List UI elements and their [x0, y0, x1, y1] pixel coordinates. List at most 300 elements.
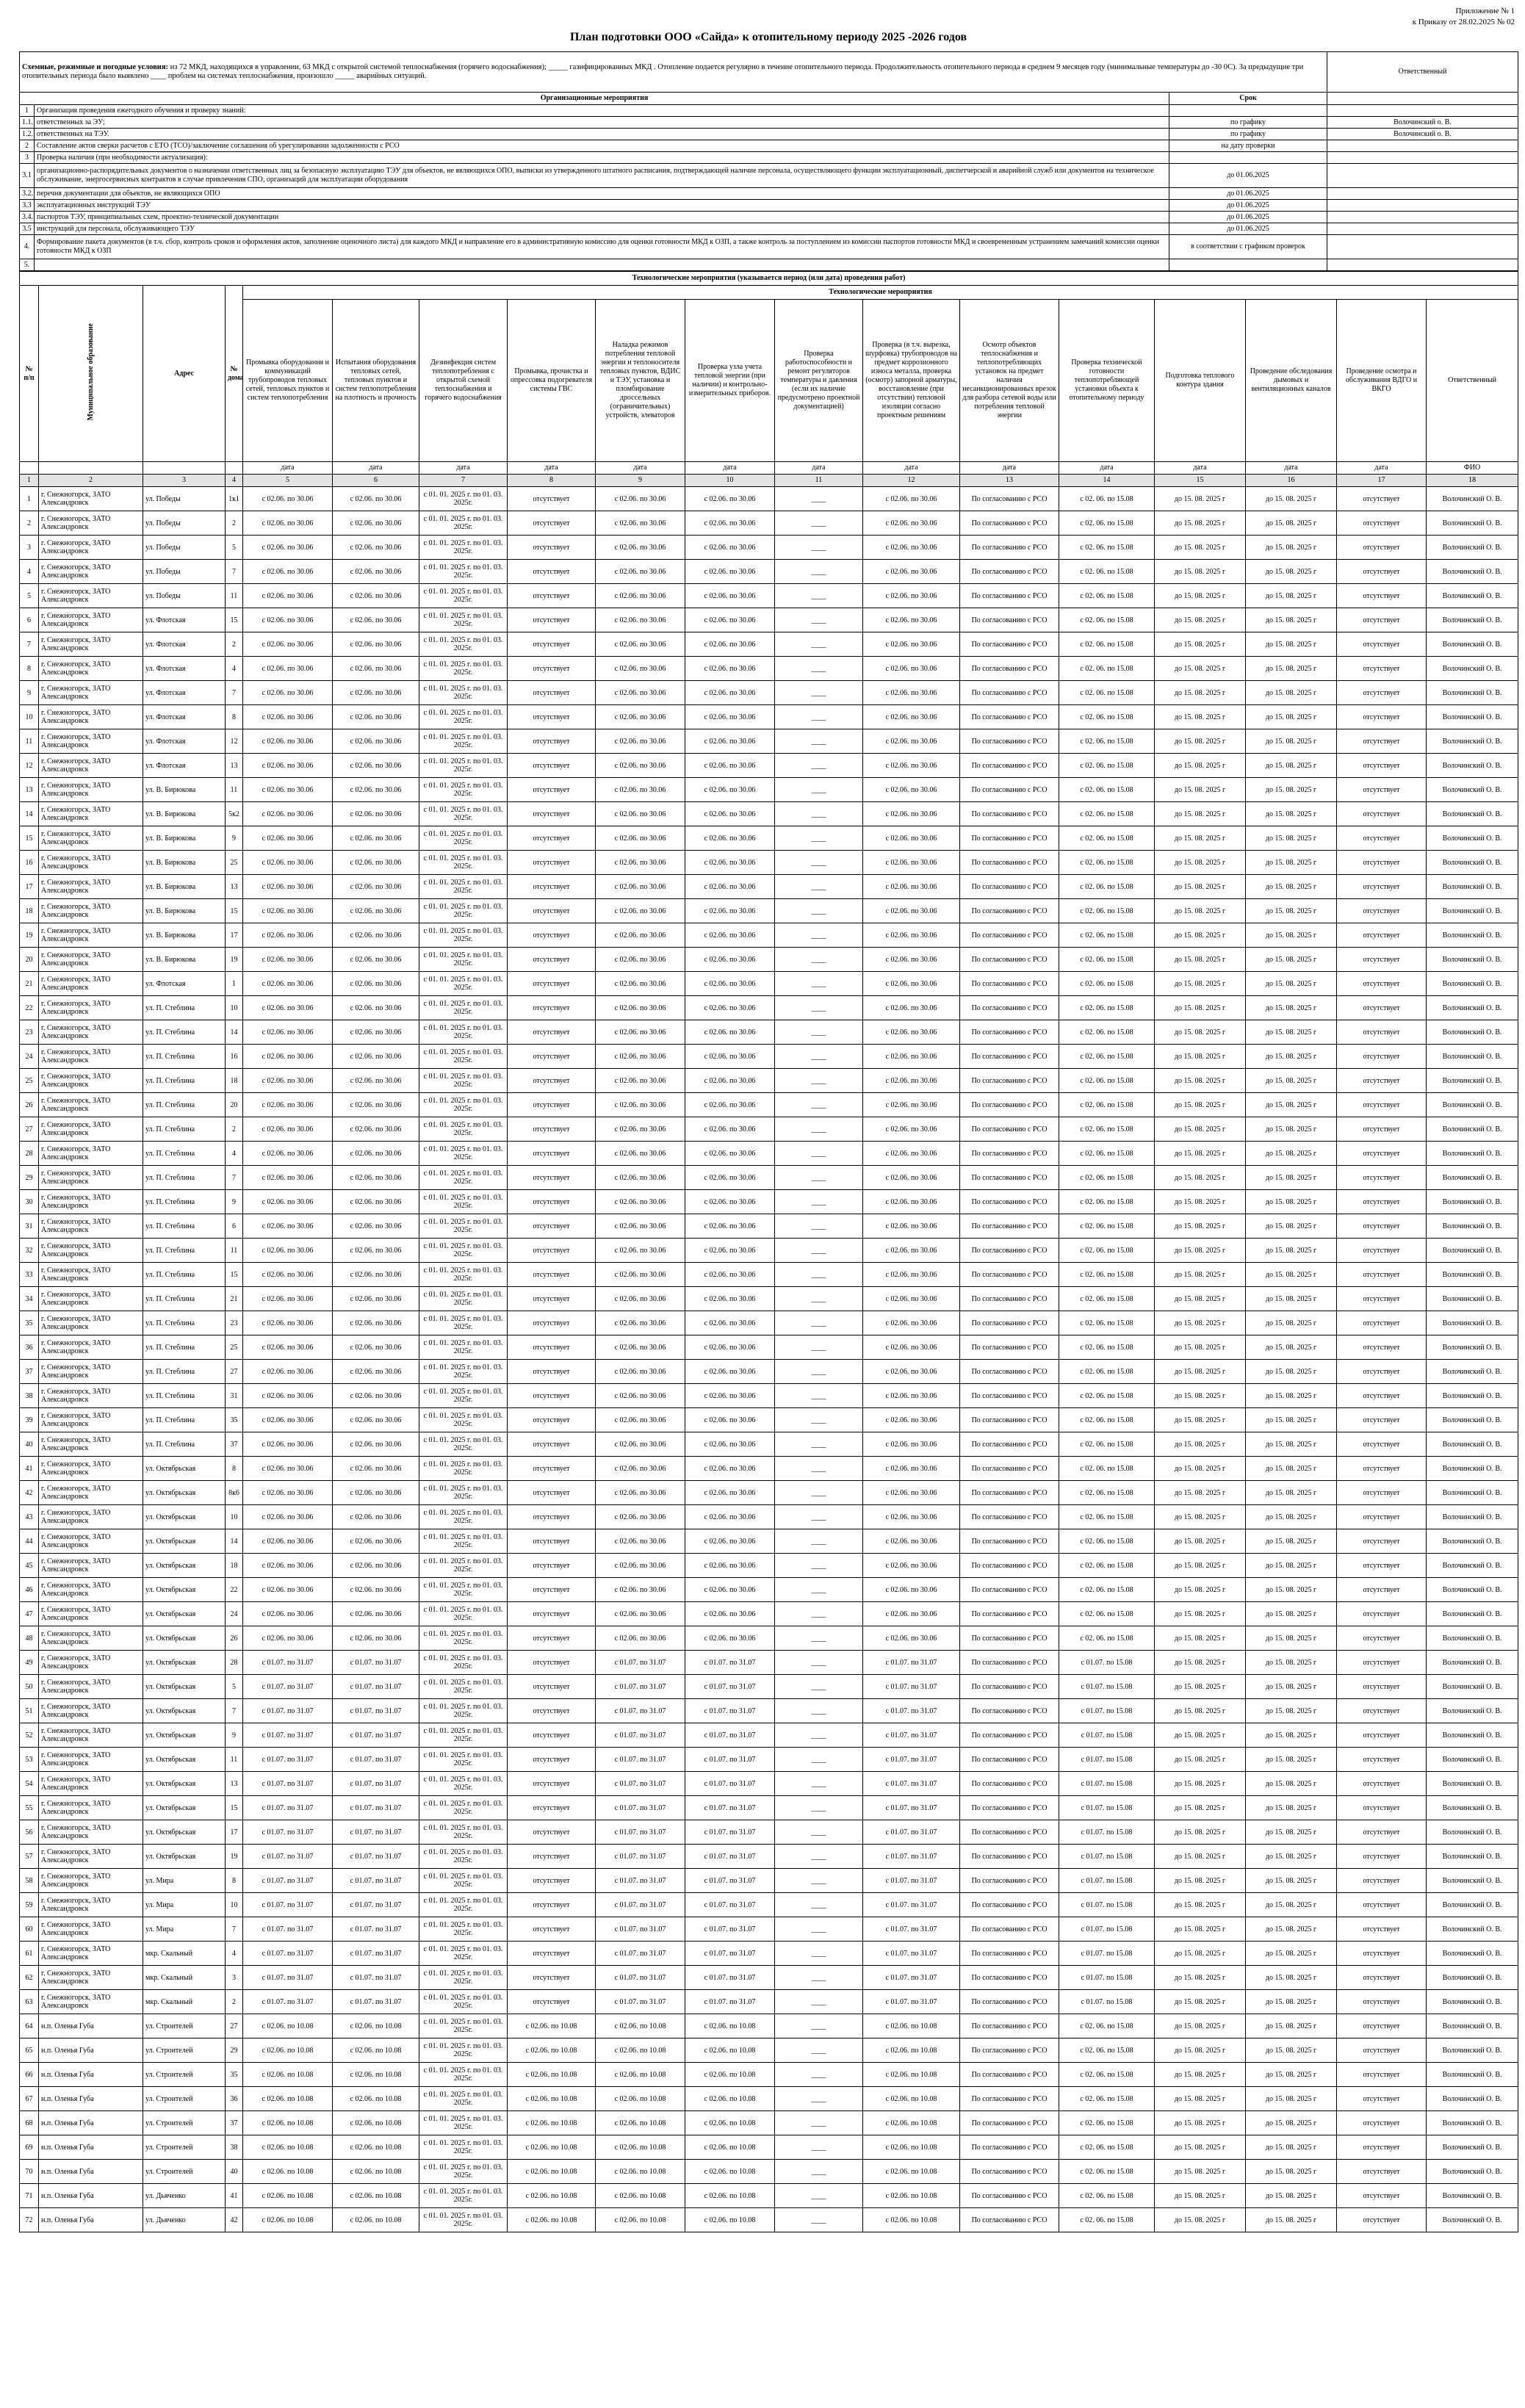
row-number: 14	[20, 802, 39, 826]
row-address: ул. Победы	[143, 511, 226, 536]
row-cell-12: с 01.07. по 31.07	[863, 1845, 960, 1869]
row-cell-13: По согласованию с РСО	[960, 2184, 1059, 2208]
row-house: 17	[226, 923, 243, 948]
row-cell-15: до 15. 08. 2025 г	[1155, 2160, 1246, 2184]
row-cell-13: По согласованию с РСО	[960, 511, 1059, 536]
row-cell-7: с 01. 01. 2025 г. по 01. 03. 2025г.	[419, 1360, 508, 1384]
row-cell-7: с 01. 01. 2025 г. по 01. 03. 2025г.	[419, 1117, 508, 1142]
table-row	[20, 1263, 1518, 1287]
org-row	[20, 164, 1518, 188]
table-row	[20, 536, 1518, 560]
col-header-11: Проверка (в т.ч. вырезка, шурфовка) трубопроводов на предмет коррозионного износа металла, проверка (осмотр) запорной арматуры, восстановление (при отсутствии) тепловой изоляции согласно проектным решениям	[863, 300, 960, 462]
row-cell-11: ____	[775, 1408, 863, 1432]
row-cell-11: ____	[775, 1796, 863, 1820]
row-cell-17: отсутствует	[1337, 1457, 1427, 1481]
row-cell-5: с 01.07. по 31.07	[243, 1942, 333, 1966]
row-number: 35	[20, 1311, 39, 1335]
row-cell-6: с 01.07. по 31.07	[333, 1651, 419, 1675]
row-cell-8: отсутствует	[508, 1675, 596, 1699]
row-cell-7: с 01. 01. 2025 г. по 01. 03. 2025г.	[419, 1408, 508, 1432]
row-cell-13: По согласованию с РСО	[960, 1917, 1059, 1942]
row-address: ул. Дьяченко	[143, 2184, 226, 2208]
row-cell-18: Волочинский О. В.	[1427, 2063, 1518, 2087]
row-municipality: г. Снежногорск, ЗАТО Александровск	[39, 972, 143, 996]
row-cell-9: с 02.06. по 30.06	[596, 1045, 685, 1069]
row-cell-7: с 01. 01. 2025 г. по 01. 03. 2025г.	[419, 1311, 508, 1335]
row-cell-10: с 02.06. по 30.06	[685, 1093, 775, 1117]
row-cell-9: с 02.06. по 30.06	[596, 754, 685, 778]
row-cell-16: до 15. 08. 2025 г	[1246, 705, 1337, 729]
row-cell-8: отсутствует	[508, 1287, 596, 1311]
row-number: 66	[20, 2063, 39, 2087]
row-cell-12: с 02.06. по 10.08	[863, 2208, 960, 2232]
row-cell-11: ____	[775, 1966, 863, 1990]
row-cell-18: Волочинский О. В.	[1427, 826, 1518, 851]
row-cell-12: с 02.06. по 30.06	[863, 996, 960, 1020]
row-address: ул. Октябрьская	[143, 1772, 226, 1796]
row-cell-6: с 01.07. по 31.07	[333, 1893, 419, 1917]
row-cell-15: до 15. 08. 2025 г	[1155, 1990, 1246, 2014]
table-row	[20, 1384, 1518, 1408]
row-house: 15	[226, 899, 243, 923]
row-cell-15: до 15. 08. 2025 г	[1155, 1311, 1246, 1335]
row-cell-10: с 02.06. по 30.06	[685, 1505, 775, 1529]
row-cell-7: с 01. 01. 2025 г. по 01. 03. 2025г.	[419, 1869, 508, 1893]
row-number: 72	[20, 2208, 39, 2232]
table-row	[20, 729, 1518, 754]
row-cell-18: Волочинский О. В.	[1427, 1942, 1518, 1966]
row-house: 11	[226, 1748, 243, 1772]
row-cell-5: с 02.06. по 30.06	[243, 923, 333, 948]
row-cell-9: с 02.06. по 10.08	[596, 2014, 685, 2038]
table-row	[20, 1796, 1518, 1820]
table-row	[20, 2087, 1518, 2111]
row-cell-10: с 02.06. по 30.06	[685, 560, 775, 584]
organizational-table	[19, 51, 1518, 271]
row-address: ул. Октябрьская	[143, 1481, 226, 1505]
row-cell-9: с 02.06. по 30.06	[596, 1311, 685, 1335]
row-cell-5: с 02.06. по 30.06	[243, 511, 333, 536]
row-cell-12: с 02.06. по 30.06	[863, 802, 960, 826]
row-address: ул. П. Стеблина	[143, 1214, 226, 1239]
table-row	[20, 1772, 1518, 1796]
row-cell-12: с 02.06. по 10.08	[863, 2160, 960, 2184]
row-cell-14: с 01.07. по 15.08	[1059, 1675, 1155, 1699]
row-cell-14: с 01.07. по 15.08	[1059, 1820, 1155, 1845]
row-cell-18: Волочинский О. В.	[1427, 1214, 1518, 1239]
row-cell-16: до 15. 08. 2025 г	[1246, 948, 1337, 972]
org-row	[20, 117, 1518, 129]
row-address: ул. Октябрьская	[143, 1505, 226, 1529]
row-cell-13: По согласованию с РСО	[960, 1748, 1059, 1772]
row-cell-13: По согласованию с РСО	[960, 2063, 1059, 2087]
row-cell-8: отсутствует	[508, 1893, 596, 1917]
row-municipality: г. Снежногорск, ЗАТО Александровск	[39, 536, 143, 560]
row-cell-16: до 15. 08. 2025 г	[1246, 826, 1337, 851]
row-cell-16: до 15. 08. 2025 г	[1246, 972, 1337, 996]
row-cell-11: ____	[775, 1117, 863, 1142]
col-header-14: Подготовка теплового контура здания	[1155, 300, 1246, 462]
row-house: 11	[226, 584, 243, 608]
row-cell-9: с 02.06. по 30.06	[596, 1384, 685, 1408]
row-cell-8: с 02.06. по 10.08	[508, 2160, 596, 2184]
row-cell-11: ____	[775, 705, 863, 729]
row-cell-14: с 02. 06. по 15.08	[1059, 1311, 1155, 1335]
col-unit: дата	[1246, 462, 1337, 475]
row-cell-16: до 15. 08. 2025 г	[1246, 1626, 1337, 1651]
row-cell-8: отсутствует	[508, 1360, 596, 1384]
row-cell-8: отсутствует	[508, 1845, 596, 1869]
row-address: ул. Октябрьская	[143, 1820, 226, 1845]
row-cell-15: до 15. 08. 2025 г	[1155, 1869, 1246, 1893]
row-cell-13: По согласованию с РСО	[960, 1990, 1059, 2014]
org-row	[20, 129, 1518, 140]
row-cell-13: По согласованию с РСО	[960, 608, 1059, 632]
approval-line-2: к Приказу от 28.02.2025 № 02	[1412, 18, 1515, 26]
row-cell-5: с 01.07. по 31.07	[243, 1990, 333, 2014]
row-cell-10: с 02.06. по 10.08	[685, 2087, 775, 2111]
row-cell-12: с 02.06. по 30.06	[863, 1626, 960, 1651]
row-cell-16: до 15. 08. 2025 г	[1246, 1481, 1337, 1505]
row-cell-11: ____	[775, 1287, 863, 1311]
row-number: 10	[20, 705, 39, 729]
row-address: ул. П. Стеблина	[143, 1311, 226, 1335]
row-cell-9: с 02.06. по 10.08	[596, 2135, 685, 2160]
row-address: ул. В. Бирюкова	[143, 826, 226, 851]
row-cell-9: с 01.07. по 31.07	[596, 1845, 685, 1869]
row-cell-14: с 01.07. по 15.08	[1059, 1845, 1155, 1869]
row-cell-11: ____	[775, 1942, 863, 1966]
row-cell-6: с 02.06. по 30.06	[333, 1045, 419, 1069]
row-cell-15: до 15. 08. 2025 г	[1155, 1408, 1246, 1432]
row-cell-13: По согласованию с РСО	[960, 1893, 1059, 1917]
row-cell-13: По согласованию с РСО	[960, 754, 1059, 778]
row-cell-17: отсутствует	[1337, 584, 1427, 608]
row-cell-17: отсутствует	[1337, 2038, 1427, 2063]
row-cell-10: с 02.06. по 30.06	[685, 778, 775, 802]
row-cell-17: отсутствует	[1337, 1190, 1427, 1214]
table-row	[20, 1166, 1518, 1190]
row-cell-15: до 15. 08. 2025 г	[1155, 2135, 1246, 2160]
row-cell-14: с 01.07. по 15.08	[1059, 1869, 1155, 1893]
row-cell-7: с 01. 01. 2025 г. по 01. 03. 2025г.	[419, 1893, 508, 1917]
table-row	[20, 1966, 1518, 1990]
row-cell-16: до 15. 08. 2025 г	[1246, 1529, 1337, 1554]
row-address: ул. Флотская	[143, 681, 226, 705]
row-cell-5: с 02.06. по 30.06	[243, 1287, 333, 1311]
row-number: 52	[20, 1723, 39, 1748]
row-cell-5: с 02.06. по 30.06	[243, 996, 333, 1020]
row-number: 17	[20, 875, 39, 899]
row-cell-9: с 02.06. по 30.06	[596, 948, 685, 972]
row-cell-6: с 01.07. по 31.07	[333, 1772, 419, 1796]
row-cell-9: с 02.06. по 30.06	[596, 1190, 685, 1214]
row-house: 31	[226, 1384, 243, 1408]
row-address: ул. В. Бирюкова	[143, 899, 226, 923]
row-cell-14: с 02. 06. по 15.08	[1059, 1214, 1155, 1239]
row-cell-5: с 02.06. по 30.06	[243, 899, 333, 923]
row-cell-7: с 01. 01. 2025 г. по 01. 03. 2025г.	[419, 826, 508, 851]
row-cell-8: отсутствует	[508, 1190, 596, 1214]
row-cell-5: с 02.06. по 30.06	[243, 851, 333, 875]
row-number: 2	[20, 511, 39, 536]
row-cell-11: ____	[775, 875, 863, 899]
row-cell-14: с 01.07. по 15.08	[1059, 1723, 1155, 1748]
row-house: 13	[226, 875, 243, 899]
row-cell-9: с 02.06. по 30.06	[596, 536, 685, 560]
row-cell-18: Волочинский О. В.	[1427, 1481, 1518, 1505]
row-number: 54	[20, 1772, 39, 1796]
col-header-10: Проверка работоспособности и ремонт регуляторов температуры и давления (если их наличие предусмотрено проектной документацией)	[775, 300, 863, 462]
row-cell-17: отсутствует	[1337, 1045, 1427, 1069]
row-cell-9: с 01.07. по 31.07	[596, 1917, 685, 1942]
row-address: ул. П. Стеблина	[143, 1384, 226, 1408]
col-unit: дата	[1059, 462, 1155, 475]
row-number: 22	[20, 996, 39, 1020]
row-cell-18: Волочинский О. В.	[1427, 754, 1518, 778]
row-cell-8: с 02.06. по 10.08	[508, 2184, 596, 2208]
row-cell-15: до 15. 08. 2025 г	[1155, 2038, 1246, 2063]
row-cell-12: с 02.06. по 30.06	[863, 1020, 960, 1045]
row-cell-15: до 15. 08. 2025 г	[1155, 608, 1246, 632]
row-cell-12: с 02.06. по 30.06	[863, 536, 960, 560]
row-cell-11: ____	[775, 948, 863, 972]
row-cell-9: с 02.06. по 30.06	[596, 1481, 685, 1505]
row-cell-14: с 02. 06. по 15.08	[1059, 875, 1155, 899]
row-cell-8: отсутствует	[508, 1069, 596, 1093]
col-unit: дата	[596, 462, 685, 475]
row-cell-5: с 01.07. по 31.07	[243, 1966, 333, 1990]
row-cell-17: отсутствует	[1337, 1287, 1427, 1311]
row-number: 49	[20, 1651, 39, 1675]
row-cell-15: до 15. 08. 2025 г	[1155, 584, 1246, 608]
row-cell-5: с 01.07. по 31.07	[243, 1796, 333, 1820]
row-cell-13: По согласованию с РСО	[960, 1699, 1059, 1723]
row-cell-8: отсутствует	[508, 1432, 596, 1457]
row-cell-10: с 02.06. по 30.06	[685, 899, 775, 923]
col-unit: дата	[243, 462, 333, 475]
row-number: 62	[20, 1966, 39, 1990]
table-row	[20, 657, 1518, 681]
row-cell-18: Волочинский О. В.	[1427, 1384, 1518, 1408]
row-number: 44	[20, 1529, 39, 1554]
row-cell-9: с 02.06. по 30.06	[596, 511, 685, 536]
row-cell-13: По согласованию с РСО	[960, 1796, 1059, 1820]
row-cell-10: с 02.06. по 30.06	[685, 1384, 775, 1408]
row-municipality: г. Снежногорск, ЗАТО Александровск	[39, 923, 143, 948]
row-cell-18: Волочинский О. В.	[1427, 2135, 1518, 2160]
row-cell-17: отсутствует	[1337, 560, 1427, 584]
row-cell-7: с 01. 01. 2025 г. по 01. 03. 2025г.	[419, 1239, 508, 1263]
table-row	[20, 972, 1518, 996]
row-house: 8	[226, 1457, 243, 1481]
row-cell-8: отсутствует	[508, 1966, 596, 1990]
row-cell-13: По согласованию с РСО	[960, 996, 1059, 1020]
org-row-number: 4.	[20, 235, 35, 259]
row-cell-18: Волочинский О. В.	[1427, 1457, 1518, 1481]
row-cell-17: отсутствует	[1337, 1942, 1427, 1966]
row-cell-15: до 15. 08. 2025 г	[1155, 1239, 1246, 1263]
row-cell-5: с 02.06. по 30.06	[243, 1166, 333, 1190]
row-cell-8: с 02.06. по 10.08	[508, 2135, 596, 2160]
row-cell-8: отсутствует	[508, 1772, 596, 1796]
row-cell-11: ____	[775, 1990, 863, 2014]
row-cell-7: с 01. 01. 2025 г. по 01. 03. 2025г.	[419, 1772, 508, 1796]
row-cell-5: с 02.06. по 30.06	[243, 875, 333, 899]
row-cell-17: отсутствует	[1337, 1990, 1427, 2014]
row-house: 21	[226, 1287, 243, 1311]
row-house: 23	[226, 1311, 243, 1335]
row-cell-16: до 15. 08. 2025 г	[1246, 1408, 1337, 1432]
row-cell-11: ____	[775, 1723, 863, 1748]
org-heading: Организационные мероприятия	[20, 93, 1169, 105]
row-cell-9: с 01.07. по 31.07	[596, 1675, 685, 1699]
term-heading: Срок	[1169, 93, 1327, 105]
table-row	[20, 875, 1518, 899]
row-house: 18	[226, 1069, 243, 1093]
row-cell-6: с 02.06. по 30.06	[333, 754, 419, 778]
row-cell-7: с 01. 01. 2025 г. по 01. 03. 2025г.	[419, 1529, 508, 1554]
row-cell-17: отсутствует	[1337, 1602, 1427, 1626]
row-municipality: н.п. Оленья Губа	[39, 2087, 143, 2111]
row-cell-17: отсутствует	[1337, 1117, 1427, 1142]
row-house: 9	[226, 1723, 243, 1748]
row-number: 20	[20, 948, 39, 972]
col-unit	[226, 462, 243, 475]
row-cell-17: отсутствует	[1337, 972, 1427, 996]
row-cell-12: с 02.06. по 30.06	[863, 972, 960, 996]
row-house: 25	[226, 1335, 243, 1360]
row-cell-14: с 02. 06. по 15.08	[1059, 2014, 1155, 2038]
row-cell-8: отсутствует	[508, 1239, 596, 1263]
row-cell-14: с 02. 06. по 15.08	[1059, 1117, 1155, 1142]
row-address: ул. В. Бирюкова	[143, 778, 226, 802]
org-row-text: паспортов ТЭУ, принципиальных схем, проектно-технической документации	[35, 212, 1169, 223]
row-cell-18: Волочинский О. В.	[1427, 802, 1518, 826]
org-row	[20, 188, 1518, 200]
table-row	[20, 802, 1518, 826]
org-row-term: до 01.06.2025	[1169, 223, 1327, 235]
col-unit: дата	[1337, 462, 1427, 475]
row-cell-5: с 02.06. по 10.08	[243, 2014, 333, 2038]
row-cell-16: до 15. 08. 2025 г	[1246, 1045, 1337, 1069]
row-cell-15: до 15. 08. 2025 г	[1155, 802, 1246, 826]
col-number: 6	[333, 475, 419, 487]
row-cell-8: отсутствует	[508, 1457, 596, 1481]
org-row-number: 3.2.	[20, 188, 35, 200]
row-cell-16: до 15. 08. 2025 г	[1246, 1942, 1337, 1966]
row-cell-10: с 02.06. по 30.06	[685, 1626, 775, 1651]
row-house: 25	[226, 851, 243, 875]
row-cell-8: отсутствует	[508, 729, 596, 754]
row-address: ул. Строителей	[143, 2111, 226, 2135]
row-municipality: г. Снежногорск, ЗАТО Александровск	[39, 1117, 143, 1142]
col-number: 16	[1246, 475, 1337, 487]
row-cell-10: с 02.06. по 30.06	[685, 1020, 775, 1045]
row-cell-6: с 01.07. по 31.07	[333, 1845, 419, 1869]
row-municipality: г. Снежногорск, ЗАТО Александровск	[39, 487, 143, 511]
row-cell-5: с 02.06. по 30.06	[243, 1142, 333, 1166]
row-cell-18: Волочинский О. В.	[1427, 1045, 1518, 1069]
row-cell-9: с 02.06. по 10.08	[596, 2111, 685, 2135]
row-house: 5	[226, 536, 243, 560]
row-cell-9: с 01.07. по 31.07	[596, 1820, 685, 1845]
row-house: 26	[226, 1626, 243, 1651]
row-cell-13: По согласованию с РСО	[960, 1408, 1059, 1432]
row-cell-17: отсутствует	[1337, 729, 1427, 754]
row-cell-11: ____	[775, 1214, 863, 1239]
row-cell-7: с 01. 01. 2025 г. по 01. 03. 2025г.	[419, 1554, 508, 1578]
row-cell-14: с 02. 06. по 15.08	[1059, 996, 1155, 1020]
row-cell-18: Волочинский О. В.	[1427, 2160, 1518, 2184]
row-cell-12: с 02.06. по 30.06	[863, 1093, 960, 1117]
org-row-term	[1169, 152, 1327, 164]
row-cell-7: с 01. 01. 2025 г. по 01. 03. 2025г.	[419, 632, 508, 657]
row-cell-18: Волочинский О. В.	[1427, 948, 1518, 972]
row-house: 27	[226, 1360, 243, 1384]
row-cell-9: с 02.06. по 30.06	[596, 778, 685, 802]
row-cell-18: Волочинский О. В.	[1427, 1239, 1518, 1263]
document-title: План подготовки ООО «Сайда» к отопительному периоду 2025 -2026 годов	[569, 31, 967, 43]
row-number: 19	[20, 923, 39, 948]
row-house: 24	[226, 1602, 243, 1626]
row-cell-17: отсутствует	[1337, 1626, 1427, 1651]
row-cell-12: с 02.06. по 30.06	[863, 657, 960, 681]
col-number: 9	[596, 475, 685, 487]
row-cell-13: По согласованию с РСО	[960, 1626, 1059, 1651]
row-cell-7: с 01. 01. 2025 г. по 01. 03. 2025г.	[419, 1917, 508, 1942]
org-row-number: 1.2.	[20, 129, 35, 140]
row-cell-7: с 01. 01. 2025 г. по 01. 03. 2025г.	[419, 536, 508, 560]
row-municipality: г. Снежногорск, ЗАТО Александровск	[39, 1166, 143, 1190]
row-cell-9: с 02.06. по 30.06	[596, 899, 685, 923]
row-cell-9: с 02.06. по 30.06	[596, 1554, 685, 1578]
row-cell-12: с 02.06. по 30.06	[863, 1408, 960, 1432]
row-cell-6: с 02.06. по 30.06	[333, 1287, 419, 1311]
org-row-responsible	[1327, 223, 1518, 235]
row-cell-14: с 02. 06. по 15.08	[1059, 584, 1155, 608]
row-house: 3	[226, 1966, 243, 1990]
row-cell-13: По согласованию с РСО	[960, 1287, 1059, 1311]
row-cell-9: с 02.06. по 30.06	[596, 487, 685, 511]
row-cell-16: до 15. 08. 2025 г	[1246, 2087, 1337, 2111]
row-address: ул. П. Стеблина	[143, 1020, 226, 1045]
row-address: ул. Октябрьская	[143, 1748, 226, 1772]
row-cell-6: с 01.07. по 31.07	[333, 1966, 419, 1990]
row-cell-6: с 02.06. по 30.06	[333, 875, 419, 899]
table-row	[20, 1917, 1518, 1942]
row-cell-11: ____	[775, 1481, 863, 1505]
org-row-responsible: Волочинский о. В.	[1327, 129, 1518, 140]
row-house: 1к1	[226, 487, 243, 511]
row-cell-16: до 15. 08. 2025 г	[1246, 1069, 1337, 1093]
row-municipality: н.п. Оленья Губа	[39, 2111, 143, 2135]
row-cell-16: до 15. 08. 2025 г	[1246, 1020, 1337, 1045]
row-cell-6: с 02.06. по 10.08	[333, 2014, 419, 2038]
row-house: 1	[226, 972, 243, 996]
row-cell-11: ____	[775, 1675, 863, 1699]
row-cell-9: с 01.07. по 31.07	[596, 1796, 685, 1820]
org-row-number: 3	[20, 152, 35, 164]
col-number: 1	[20, 475, 39, 487]
row-number: 7	[20, 632, 39, 657]
row-cell-14: с 02. 06. по 15.08	[1059, 2160, 1155, 2184]
row-house: 19	[226, 1845, 243, 1869]
row-cell-6: с 02.06. по 30.06	[333, 1263, 419, 1287]
row-number: 63	[20, 1990, 39, 2014]
row-cell-9: с 02.06. по 30.06	[596, 632, 685, 657]
row-cell-17: отсутствует	[1337, 826, 1427, 851]
